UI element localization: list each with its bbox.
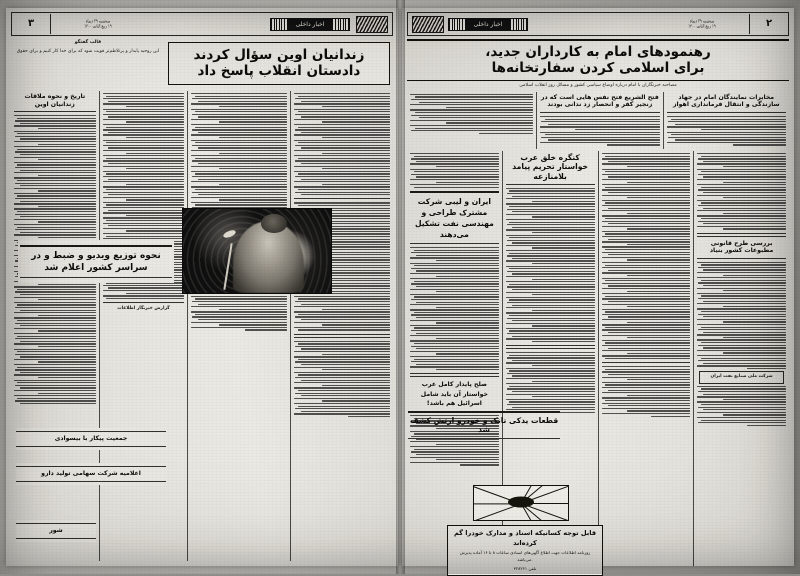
headline-mokhaberat[interactable]: مخابرات نمایندگان امام در جهاد سازندگی و انتقال فرمانداری اهواز: [672, 93, 780, 109]
headline-nahve-block: [18, 240, 174, 283]
date-line-1: سه‌شنبه ۲۹ دیماه: [689, 18, 715, 25]
news-photo: [182, 208, 332, 294]
page-number-left: ۳: [12, 14, 51, 34]
date-line-2: ۱۹ ربیع الثانی ۱۴۰۰: [688, 22, 716, 29]
headline-nahve[interactable]: نحوه توزیع ویدیو و ضبط و در سراسر کشور اعلام شد: [31, 251, 161, 274]
ad-phone: [452, 566, 598, 573]
body-text: [540, 116, 659, 146]
headline-solh[interactable]: صلح پایدار کامل عرب خواستار آن باید شامل اسرائیل هم باشد!: [420, 381, 488, 407]
top-band-left: [11, 39, 393, 88]
body-text: [697, 386, 786, 426]
lower-left-block-right: [408, 408, 560, 442]
date-line-2: ۱۹ ربیع الثانی ۱۴۰۰: [84, 22, 112, 29]
kicker-body-left: این روحیه پایدار و پرتلاطم‌تر قویت شود که برای خدا کار کنیم و برای حقوق: [16, 48, 160, 54]
date-line-1: سه‌شنبه ۲۹ دیماه: [85, 18, 111, 25]
headline-shour[interactable]: شور: [49, 527, 63, 534]
classified-ad-box[interactable]: [447, 525, 603, 576]
headline-elamieh[interactable]: اعلامیه شرکت سهامی تولید دارو: [41, 470, 141, 477]
body-text: [602, 366, 691, 417]
section-banner-left: [270, 18, 350, 31]
newspaper-logo-icon: [412, 16, 444, 33]
main-headline-line2: برای اسلامی کردن سفارتخانه‌ها: [491, 60, 705, 77]
body-text: [506, 352, 595, 413]
body-text: [410, 247, 499, 370]
body-text: [602, 153, 691, 359]
lower-blocks-left-2: [16, 463, 166, 485]
ad-headline: قابل توجه کسانیکه اسناد و مدارک خودرا گم کرده‌اند: [453, 529, 597, 547]
headline-fath[interactable]: فتح الشریع فتح نفس هایی است که در زنجیر کفر و انحصار زد ندانی بودند: [540, 93, 659, 109]
body-text: [697, 262, 786, 370]
ad-phone-label: تلفن: [528, 565, 537, 571]
ad-phone-number: ۳۲۸۲۶۱: [513, 565, 528, 571]
subdeck-right: مصاحبه خبرنگاران با امام درباره اوضاع سیاسی کشور و مسائل روز انقلاب اسلامی: [519, 82, 677, 88]
barcode-stripes-icon: [333, 19, 348, 30]
date-block-left: [51, 19, 145, 28]
headline-barrasi[interactable]: بررسی طرح قانونی مطبوعات کشور بنیاد: [709, 239, 774, 255]
section-banner-label: اخبار داخلی: [295, 20, 325, 28]
barcode-stripes-icon: [511, 19, 526, 30]
secondary-headline-band-right: [407, 92, 789, 149]
inline-note-box: [699, 371, 784, 384]
masthead-right: [407, 12, 789, 36]
sunburst-emblem-icon: [473, 485, 569, 521]
page-number-right: ۲: [749, 14, 788, 34]
section-banner-right: [448, 18, 528, 31]
newspaper-page-left: [6, 8, 398, 566]
emblem-and-ad-block: [447, 482, 595, 524]
inline-note-label: شرکت ملی صنایع نفت ایران: [710, 374, 773, 380]
body-columns-left: [11, 91, 393, 561]
newspaper-logo-icon: [356, 16, 388, 33]
column-note-left: گزارش خبرنگار اطلاعات: [117, 306, 170, 312]
body-text: [506, 188, 595, 342]
body-text: [667, 116, 786, 146]
main-headline-line1: زندانیان اوین سؤال کردند: [193, 47, 365, 63]
kicker-title-left: قالب گفتگو: [74, 40, 102, 45]
body-text: [410, 94, 533, 134]
headline-jamiat[interactable]: جمعیت پیکار با بیسوادی: [54, 435, 128, 442]
date-block-right: [655, 19, 749, 28]
headline-iran-libya[interactable]: ایران و لیبی شرکت مشترک طراحی و مهندسی نفت تشکیل می‌دهند: [414, 197, 494, 240]
body-text: [697, 153, 786, 229]
masthead-left: [11, 12, 393, 36]
ad-body: روزنامه اطلاعات جهت اطلاع آگهی‌های اسنادی ساعات ۸ تا ۱۶ آماده پذیرش می‌باشد.: [459, 550, 591, 562]
body-text: [410, 153, 499, 188]
main-headline-left: [168, 42, 390, 85]
main-headline-line1: رهنمودهای امام به کارداران جدید،: [485, 44, 711, 60]
body-text: [294, 341, 390, 417]
headline-congress[interactable]: کنگره خلق عرب خواستار تحریم پیامد بلامنازعه: [512, 153, 588, 181]
body-text: [294, 93, 390, 195]
barcode-stripes-icon: [272, 19, 287, 30]
headline-tarikh[interactable]: تاریخ و نحوه ملاقات زندانیان اوین: [24, 92, 86, 108]
headline-ghataat[interactable]: قطعات یدکی تانک و خودرو ارتش کشف شد: [409, 416, 559, 435]
lower-blocks-left-3: [16, 520, 96, 542]
page-gutter-shadow: [396, 0, 405, 574]
main-headline-line2: دادستان انقلاب پاسخ داد: [197, 63, 361, 80]
main-headline-right: [407, 39, 789, 81]
barcode-stripes-icon: [450, 19, 465, 30]
section-banner-label: اخبار داخلی: [473, 20, 503, 28]
lower-blocks-left: [16, 428, 166, 450]
